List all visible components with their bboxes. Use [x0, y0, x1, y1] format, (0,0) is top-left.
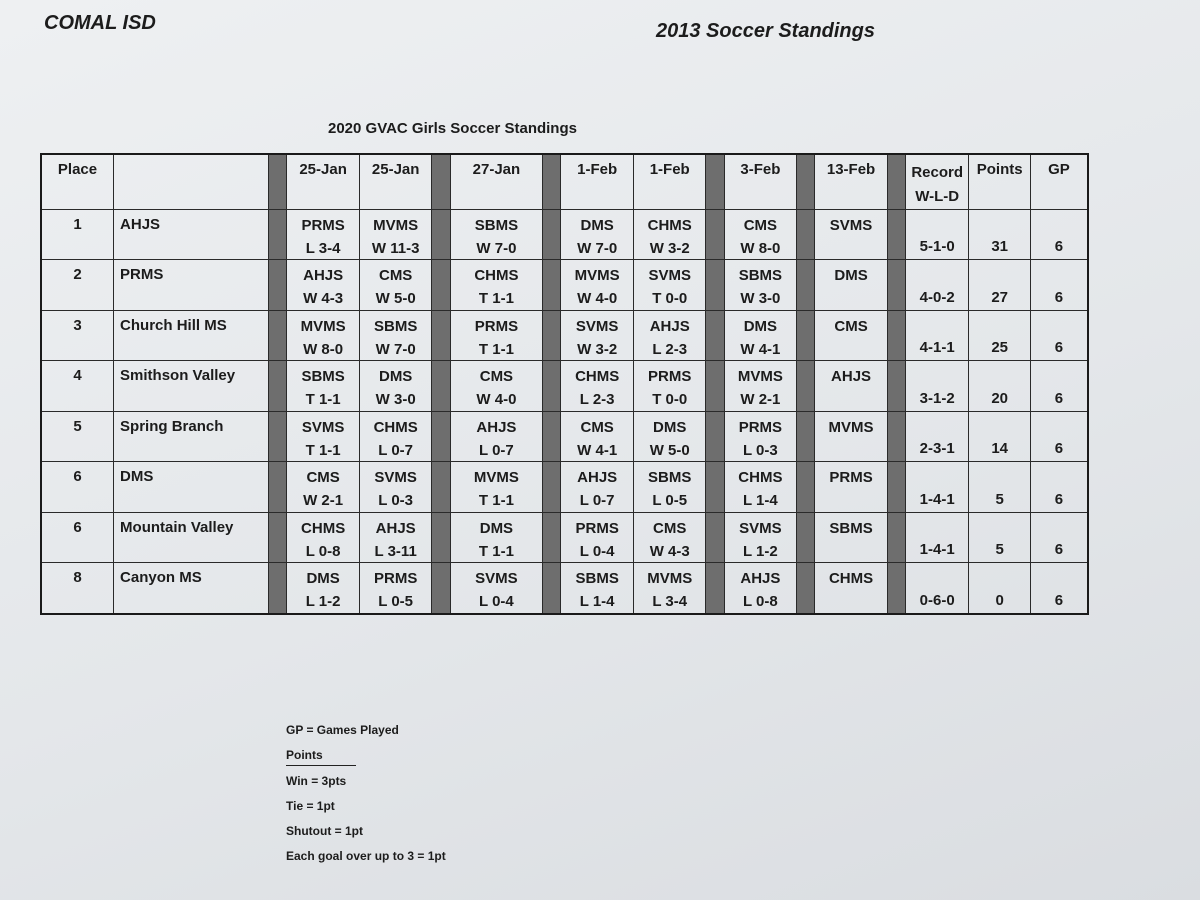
column-separator [887, 563, 905, 614]
opponent: AHJS [303, 267, 344, 285]
gp-cell: 6 [1030, 260, 1088, 310]
opponent: AHJS [649, 317, 690, 335]
opponent: DMS [743, 317, 778, 335]
result: W 3-2 [577, 340, 618, 358]
game-cell [724, 411, 797, 461]
result: L 0-3 [378, 492, 414, 510]
game-cell [450, 210, 543, 260]
column-separator [269, 462, 287, 512]
result: L 0-7 [378, 441, 414, 459]
game-cell [450, 462, 543, 512]
result: T 1-1 [305, 441, 341, 459]
opponent: CHMS [373, 418, 418, 436]
points-cell: 5 [969, 462, 1030, 512]
column-separator [887, 210, 905, 260]
scoring-legend [286, 722, 446, 873]
result: W 4-1 [577, 441, 618, 459]
table-row [41, 260, 1088, 310]
column-separator [797, 462, 815, 512]
column-separator [432, 310, 450, 360]
column-separator [543, 361, 561, 411]
gp-cell: 6 [1030, 563, 1088, 614]
game-cell [815, 563, 888, 614]
result: W 4-3 [303, 290, 344, 308]
opponent: CHMS [647, 217, 692, 234]
opponent: SVMS [739, 519, 782, 537]
game-cell [561, 260, 634, 310]
game-cell [359, 260, 432, 310]
column-separator [797, 563, 815, 614]
column-separator [269, 210, 287, 260]
game-cell [287, 411, 360, 461]
col-header-date: 25-Jan [287, 154, 360, 210]
record-cell: 3-1-2 [905, 361, 968, 411]
game-cell [633, 210, 706, 260]
place-cell: 8 [41, 563, 114, 614]
legend-item: Shutout = 1pt [286, 824, 363, 838]
gp-cell: 6 [1030, 361, 1088, 411]
column-separator [887, 310, 905, 360]
table-row [41, 563, 1088, 614]
game-cell [815, 361, 888, 411]
column-separator [543, 512, 561, 562]
opponent: CHMS [575, 368, 620, 386]
team-cell: PRMS [114, 260, 269, 310]
column-separator [269, 512, 287, 562]
points-cell: 25 [969, 310, 1030, 360]
opponent: CMS [306, 469, 340, 487]
table-row [41, 210, 1088, 260]
gp-cell: 6 [1030, 210, 1088, 260]
result: L 1-4 [743, 492, 778, 510]
table-row [41, 361, 1088, 411]
opponent: SBMS [575, 570, 619, 588]
game-cell [561, 563, 634, 614]
result: L 0-7 [579, 492, 615, 510]
result: L 2-3 [652, 340, 688, 358]
record-cell: 0-6-0 [905, 563, 968, 614]
column-separator [706, 210, 724, 260]
opponent: PRMS [738, 418, 783, 436]
game-cell [287, 310, 360, 360]
team-cell: Smithson Valley [114, 361, 269, 411]
game-cell [724, 260, 797, 310]
record-label: Record [911, 164, 964, 181]
game-cell [633, 361, 706, 411]
game-cell [815, 210, 888, 260]
result: W 7-0 [577, 240, 618, 257]
game-cell [633, 411, 706, 461]
opponent: CHMS [474, 267, 519, 285]
column-separator [797, 260, 815, 310]
game-cell [561, 210, 634, 260]
opponent: CHMS [738, 469, 783, 487]
column-separator [269, 361, 287, 411]
opponent: SVMS [374, 469, 417, 487]
opponent: SVMS [475, 570, 518, 588]
legend-item: Tie = 1pt [286, 799, 335, 813]
column-separator [887, 361, 905, 411]
game-cell [450, 361, 543, 411]
column-separator [432, 154, 450, 210]
record-cell: 5-1-0 [905, 210, 968, 260]
game-cell [724, 210, 797, 260]
game-cell [724, 310, 797, 360]
game-cell [633, 512, 706, 562]
opponent: PRMS [373, 570, 418, 588]
game-cell [359, 310, 432, 360]
opponent: CMS [580, 418, 614, 436]
points-cell: 20 [969, 361, 1030, 411]
column-separator [543, 154, 561, 210]
game-cell [450, 310, 543, 360]
column-separator [432, 361, 450, 411]
game-cell [287, 260, 360, 310]
place-cell: 5 [41, 411, 114, 461]
table-row [41, 512, 1088, 562]
col-header-date: 27-Jan [450, 154, 543, 210]
opponent: PRMS [648, 368, 692, 386]
result: W 4-0 [476, 391, 517, 409]
game-cell [287, 462, 360, 512]
place-cell: 4 [41, 361, 114, 411]
game-cell [724, 563, 797, 614]
game-cell [815, 310, 888, 360]
game-cell [359, 512, 432, 562]
column-separator [432, 563, 450, 614]
header-row [41, 154, 1088, 210]
opponent: MVMS [828, 418, 874, 436]
opponent: MVMS [737, 368, 783, 386]
result: L 0-5 [378, 593, 414, 611]
col-header-date: 13-Feb [815, 154, 888, 210]
table-row [41, 310, 1088, 360]
opponent: SBMS [829, 519, 873, 537]
result: W 4-1 [740, 340, 781, 358]
column-separator [706, 154, 724, 210]
result: W 4-0 [577, 290, 618, 308]
game-cell [633, 260, 706, 310]
result: W 3-0 [740, 290, 781, 308]
result: T 1-1 [305, 391, 341, 409]
place-cell: 6 [41, 512, 114, 562]
opponent: CMS [743, 217, 778, 234]
column-separator [269, 563, 287, 614]
column-separator [706, 260, 724, 310]
opponent: MVMS [300, 317, 346, 335]
opponent: DMS [834, 267, 868, 285]
place-cell: 6 [41, 462, 114, 512]
result: L 1-4 [579, 593, 615, 611]
result: W 3-2 [649, 240, 690, 257]
game-cell [287, 361, 360, 411]
column-separator [706, 310, 724, 360]
opponent: PRMS [575, 519, 619, 537]
opponent: DMS [580, 217, 614, 234]
result: L 0-4 [479, 593, 514, 611]
result: L 0-4 [579, 542, 615, 560]
opponent: SVMS [301, 418, 345, 436]
column-separator [269, 310, 287, 360]
column-separator [543, 210, 561, 260]
result: W 2-1 [740, 391, 781, 409]
opponent: SBMS [474, 217, 519, 234]
opponent: DMS [479, 519, 514, 537]
result: L 1-2 [305, 593, 341, 611]
opponent: PRMS [474, 317, 519, 335]
column-separator [797, 361, 815, 411]
col-header-place: Place [41, 154, 114, 210]
game-cell [633, 563, 706, 614]
game-cell [359, 361, 432, 411]
col-header-team [114, 154, 269, 210]
opponent: CMS [653, 519, 687, 537]
game-cell [561, 512, 634, 562]
place-cell: 1 [41, 210, 114, 260]
column-separator [432, 462, 450, 512]
column-separator [543, 462, 561, 512]
result: T 1-1 [478, 542, 514, 560]
opponent: PRMS [301, 217, 345, 234]
gp-cell: 6 [1030, 411, 1088, 461]
team-cell: Church Hill MS [114, 310, 269, 360]
result: W 5-0 [649, 441, 690, 459]
game-cell [633, 310, 706, 360]
result: T 1-1 [478, 290, 514, 308]
opponent: SBMS [738, 267, 783, 285]
result: W 7-0 [476, 240, 517, 257]
game-cell [561, 310, 634, 360]
record-cell: 2-3-1 [905, 411, 968, 461]
game-cell [561, 462, 634, 512]
opponent: DMS [306, 570, 340, 588]
opponent: MVMS [373, 217, 419, 234]
column-separator [269, 154, 287, 210]
game-cell [450, 260, 543, 310]
points-cell: 31 [969, 210, 1030, 260]
points-cell: 5 [969, 512, 1030, 562]
game-cell [724, 462, 797, 512]
points-cell: 14 [969, 411, 1030, 461]
result: W 4-3 [649, 542, 690, 560]
result: L 0-3 [743, 441, 778, 459]
game-cell [724, 512, 797, 562]
col-header-record [905, 154, 968, 210]
game-cell [815, 411, 888, 461]
record-cell: 1-4-1 [905, 462, 968, 512]
legend-item: Win = 3pts [286, 774, 347, 788]
standings-table [40, 153, 1089, 615]
opponent: SBMS [301, 368, 345, 386]
points-cell: 0 [969, 563, 1030, 614]
opponent: MVMS [473, 469, 519, 487]
column-separator [797, 210, 815, 260]
result: T 0-0 [652, 290, 688, 308]
team-cell: AHJS [114, 210, 269, 260]
col-header-date: 1-Feb [561, 154, 634, 210]
result: W 5-0 [375, 290, 416, 308]
opponent: CMS [479, 368, 514, 386]
result: T 1-1 [478, 340, 514, 358]
opponent: SVMS [829, 217, 873, 234]
place-cell: 2 [41, 260, 114, 310]
result: L 3-4 [652, 593, 688, 611]
result: L 2-3 [579, 391, 615, 409]
game-cell [359, 411, 432, 461]
opponent: AHJS [577, 469, 618, 487]
district-name: COMAL ISD [44, 12, 156, 34]
result: W 8-0 [303, 340, 344, 358]
opponent: MVMS [647, 570, 693, 588]
column-separator [432, 411, 450, 461]
legend-gp: GP = Games Played [286, 723, 399, 737]
column-separator [887, 154, 905, 210]
result: W 3-0 [375, 391, 416, 409]
game-cell [561, 411, 634, 461]
team-cell: Mountain Valley [114, 512, 269, 562]
column-separator [706, 361, 724, 411]
opponent: SBMS [373, 317, 418, 335]
game-cell [815, 512, 888, 562]
opponent: AHJS [375, 519, 416, 537]
column-separator [887, 462, 905, 512]
column-separator [543, 310, 561, 360]
col-header-points: Points [969, 154, 1030, 210]
column-separator [887, 411, 905, 461]
team-cell: Spring Branch [114, 411, 269, 461]
col-header-date: 25-Jan [359, 154, 432, 210]
gp-cell: 6 [1030, 512, 1088, 562]
opponent: SVMS [648, 267, 691, 285]
opponent: CMS [834, 317, 868, 335]
result: L 3-4 [305, 240, 341, 257]
column-separator [706, 411, 724, 461]
column-separator [269, 260, 287, 310]
opponent: AHJS [740, 570, 781, 588]
game-cell [633, 462, 706, 512]
result: L 1-2 [743, 542, 778, 560]
result: L 0-5 [652, 492, 688, 510]
opponent: MVMS [574, 267, 620, 285]
column-separator [706, 462, 724, 512]
result: W 7-0 [375, 340, 416, 358]
game-cell [561, 361, 634, 411]
record-cell: 1-4-1 [905, 512, 968, 562]
column-separator [543, 260, 561, 310]
opponent: DMS [653, 418, 687, 436]
team-cell: DMS [114, 462, 269, 512]
result: W 11-3 [371, 240, 420, 257]
column-separator [432, 210, 450, 260]
game-cell [815, 462, 888, 512]
team-cell: Canyon MS [114, 563, 269, 614]
game-cell [724, 361, 797, 411]
legend-item: Each goal over up to 3 = 1pt [286, 849, 446, 863]
result: L 3-11 [374, 542, 417, 560]
result: L 0-7 [479, 441, 514, 459]
record-cell: 4-1-1 [905, 310, 968, 360]
column-separator [887, 260, 905, 310]
game-cell [287, 512, 360, 562]
result: W 2-1 [303, 492, 344, 510]
opponent: DMS [378, 368, 413, 386]
column-separator [543, 411, 561, 461]
opponent: PRMS [829, 469, 873, 487]
column-separator [543, 563, 561, 614]
column-separator [797, 154, 815, 210]
column-separator [887, 512, 905, 562]
column-separator [797, 411, 815, 461]
points-cell: 27 [969, 260, 1030, 310]
game-cell [287, 563, 360, 614]
table-row [41, 411, 1088, 461]
opponent: SVMS [575, 317, 619, 335]
record-cell: 4-0-2 [905, 260, 968, 310]
opponent: SBMS [648, 469, 692, 487]
document-title: 2013 Soccer Standings [656, 20, 875, 42]
column-separator [797, 310, 815, 360]
opponent: AHJS [476, 418, 517, 436]
column-separator [706, 563, 724, 614]
game-cell [450, 411, 543, 461]
result: W 8-0 [740, 240, 781, 257]
column-separator [432, 512, 450, 562]
opponent: CMS [378, 267, 413, 285]
gp-cell: 6 [1030, 310, 1088, 360]
opponent: AHJS [831, 368, 872, 386]
legend-points-heading: Points [286, 747, 356, 766]
col-header-date: 1-Feb [633, 154, 706, 210]
game-cell [359, 563, 432, 614]
gp-cell: 6 [1030, 462, 1088, 512]
result: T 1-1 [478, 492, 514, 510]
column-separator [432, 260, 450, 310]
opponent: CHMS [828, 570, 874, 588]
opponent: CHMS [301, 519, 346, 537]
game-cell [450, 563, 543, 614]
result: L 0-8 [743, 593, 778, 611]
result: T 0-0 [652, 391, 688, 409]
game-cell [359, 462, 432, 512]
game-cell [359, 210, 432, 260]
result: L 0-8 [305, 542, 341, 560]
col-header-date: 3-Feb [724, 154, 797, 210]
record-sublabel: W-L-D [915, 188, 960, 205]
column-separator [269, 411, 287, 461]
game-cell [287, 210, 360, 260]
place-cell: 3 [41, 310, 114, 360]
column-separator [706, 512, 724, 562]
game-cell [450, 512, 543, 562]
column-separator [797, 512, 815, 562]
col-header-gp: GP [1030, 154, 1088, 210]
table-row [41, 462, 1088, 512]
game-cell [815, 260, 888, 310]
table-title: 2020 GVAC Girls Soccer Standings [328, 120, 577, 137]
